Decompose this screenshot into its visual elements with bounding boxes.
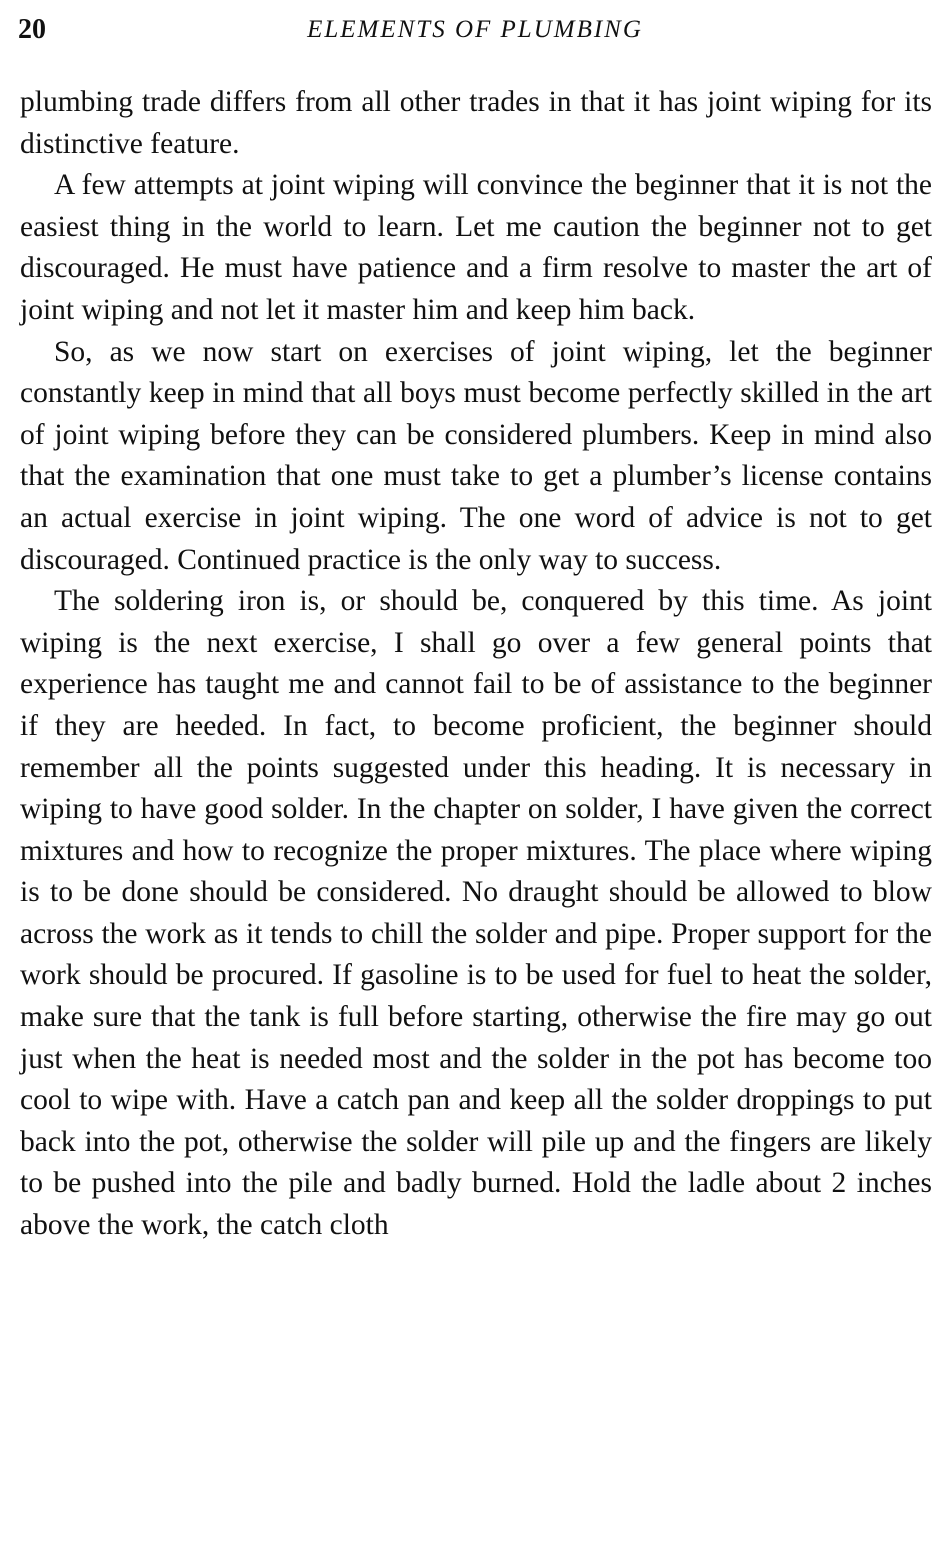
page-number: 20 [18, 14, 46, 45]
body-text [20, 82, 932, 1247]
paragraph-1: plumbing trade differs from all other trades in that it has joint wiping for its distinctive feature. [20, 86, 932, 160]
paragraph-4: The soldering iron is, or should be, conquered by this time. As joint wiping is the next exercise, I shall go over a few general points that experience has taught me and cannot fail to be of assistance to the beginner if they are heeded. In fact, to become proficient, the beginner should remember all the points suggested under this heading. It is necessary in wiping to have good solder. In the chapter on solder, I have given the correct mixtures and how to recognize the proper mixtures. The place where wiping is to be done should be considered. No draught should be allowed to blow across the work as it tends to chill the solder and pipe. Proper support for the work should be procured. If gasoline is to be used for fuel to heat the solder, make sure that the tank is full before starting, otherwise the fire may go out just when the heat is needed most and the solder in the pot has become too cool to wipe with. Have a catch pan and keep all the solder droppings to put back into the pot, otherwise the solder will pile up and the fingers are likely to be pushed into the pile and badly burned. Hold the ladle about 2 inches above the work, the catch cloth [20, 585, 932, 1242]
paragraph-3: So, as we now start on exercises of joint wiping, let the beginner constantly keep in mind that all boys must become perfectly skilled in the art of joint wiping before they can be considered plumbers. Keep in mind also that the examination that one must take to get a plumber’s license contains an actual exercise in joint wiping. The one word of advice is not to get discouraged. Continued practice is the only way to success. [20, 335, 932, 576]
page-header [18, 12, 932, 48]
running-head: ELEMENTS OF PLUMBING [307, 16, 643, 43]
paragraph-2: A few attempts at joint wiping will convince the beginner that it is not the easiest thing in the world to learn. Let me caution the beginner not to get discouraged. He must have patience and a firm resolve to master the art of joint wiping and not let it master him and keep him back. [20, 169, 932, 326]
